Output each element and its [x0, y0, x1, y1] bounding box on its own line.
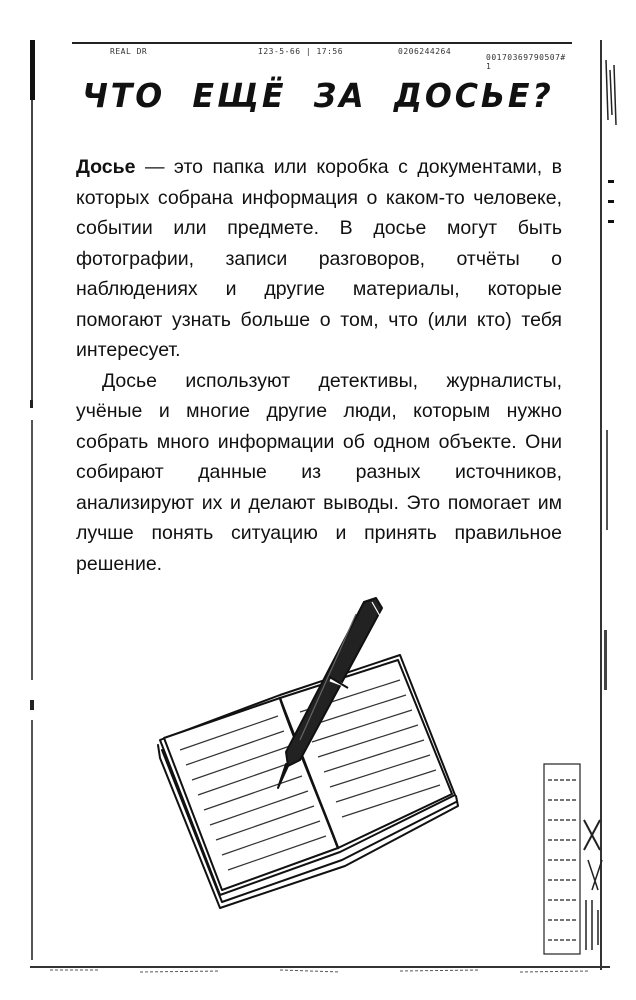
- notebook-with-pen-icon: [150, 590, 470, 920]
- frame-left-border: [30, 40, 40, 970]
- body-text: [76, 152, 562, 579]
- frame-bottom-border: [20, 960, 620, 980]
- header-code-1: REAL DR: [110, 47, 148, 56]
- grunge-stamp-decoration: [540, 760, 610, 960]
- paragraph-1-body: — это папка или коробка с документами, в которых собрана информация о каком-то человеке, событии или предмете. В досье могут быть фотографии, записи разговоров, отчёты о наблюдениях и другие материалы, которые помогают узнать больше о том, что (или кто) тебя интересует.: [76, 156, 562, 361]
- paragraph-2: Досье используют детективы, журналисты, учёные и многие другие люди, которым нужно собрать много информации об одном объекте. Они собирают данные из разных источников, анализируют их и делают выводы. Это помогает им лучше понять ситуацию и принять правильное решение.: [76, 369, 562, 575]
- header-code-2: I23-5-66 | 17:56: [258, 47, 344, 56]
- paragraph-1: [76, 152, 562, 366]
- header-code-4: 00170369790507# 1: [486, 53, 566, 71]
- page-title: ЧТО ЕЩЁ ЗА ДОСЬЕ?: [82, 76, 554, 115]
- header-code-3: 0206244264: [398, 47, 452, 56]
- document-header-codes: [110, 44, 570, 71]
- term-lead: Досье: [76, 156, 136, 178]
